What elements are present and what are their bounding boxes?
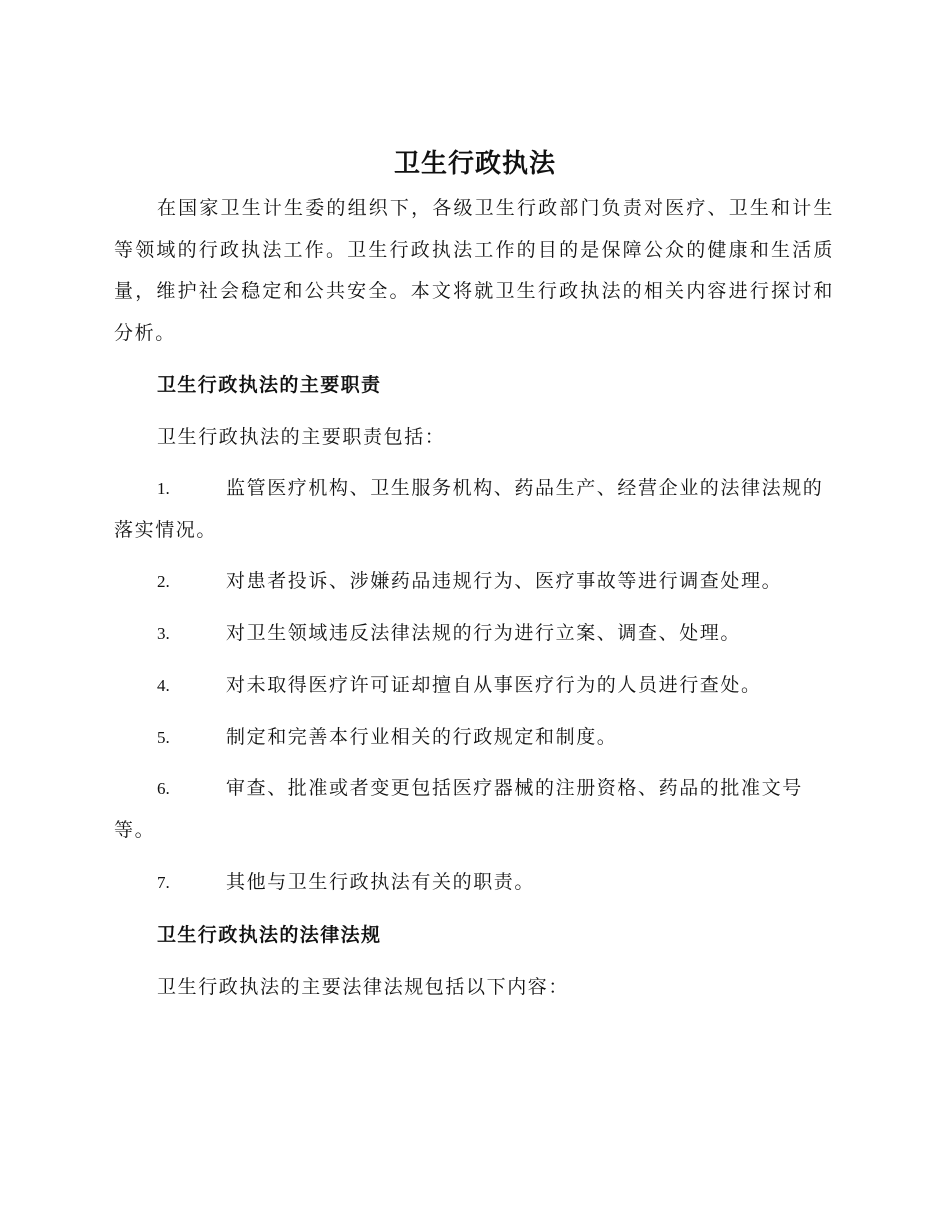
list-item-text: 制定和完善本行业相关的行政规定和制度。: [226, 726, 618, 748]
list-item-number: 1.: [157, 479, 170, 498]
list-item: [114, 613, 834, 655]
list-item-number: 3.: [157, 624, 170, 643]
section-heading-laws: 卫生行政执法的法律法规: [157, 924, 382, 946]
list-item-text: 监管医疗机构、卫生服务机构、药品生产、经营企业的法律法规的落实情况。: [114, 477, 824, 541]
list-item-number: 4.: [157, 676, 170, 695]
document-title: 卫生行政执法: [393, 149, 556, 179]
list-item-text: 其他与卫生行政执法有关的职责。: [226, 871, 536, 893]
list-item: [114, 665, 834, 707]
list-item-number: 6.: [157, 779, 170, 798]
list-item-number: 7.: [157, 873, 170, 892]
laws-lead-paragraph: 卫生行政执法的主要法律法规包括以下内容：: [157, 976, 570, 998]
list-item-text: 审查、批准或者变更包括医疗器械的注册资格、药品的批准文号等。: [114, 777, 803, 841]
duties-lead-paragraph: 卫生行政执法的主要职责包括：: [157, 426, 446, 448]
list-item-text: 对未取得医疗许可证却擅自从事医疗行为的人员进行查处。: [226, 674, 762, 696]
intro-paragraph: 在国家卫生计生委的组织下，各级卫生行政部门负责对医疗、卫生和计生等领域的行政执法工作。卫生行政执法工作的目的是保障公众的健康和生活质量，维护社会稳定和公共安全。本文将就卫生行政执法的相关内容进行探讨和分析。: [114, 197, 834, 344]
section-heading-duties: 卫生行政执法的主要职责: [157, 374, 382, 396]
list-item-text: 对卫生领域违反法律法规的行为进行立案、调查、处理。: [226, 622, 742, 644]
list-item-number: 2.: [157, 572, 170, 591]
list-item: [114, 768, 834, 851]
list-item: [114, 561, 834, 603]
list-item: [114, 717, 834, 759]
list-item: [114, 862, 834, 904]
list-item-number: 5.: [157, 728, 170, 747]
list-item-text: 对患者投诉、涉嫌药品违规行为、医疗事故等进行调查处理。: [226, 570, 783, 592]
list-item: [114, 468, 834, 551]
